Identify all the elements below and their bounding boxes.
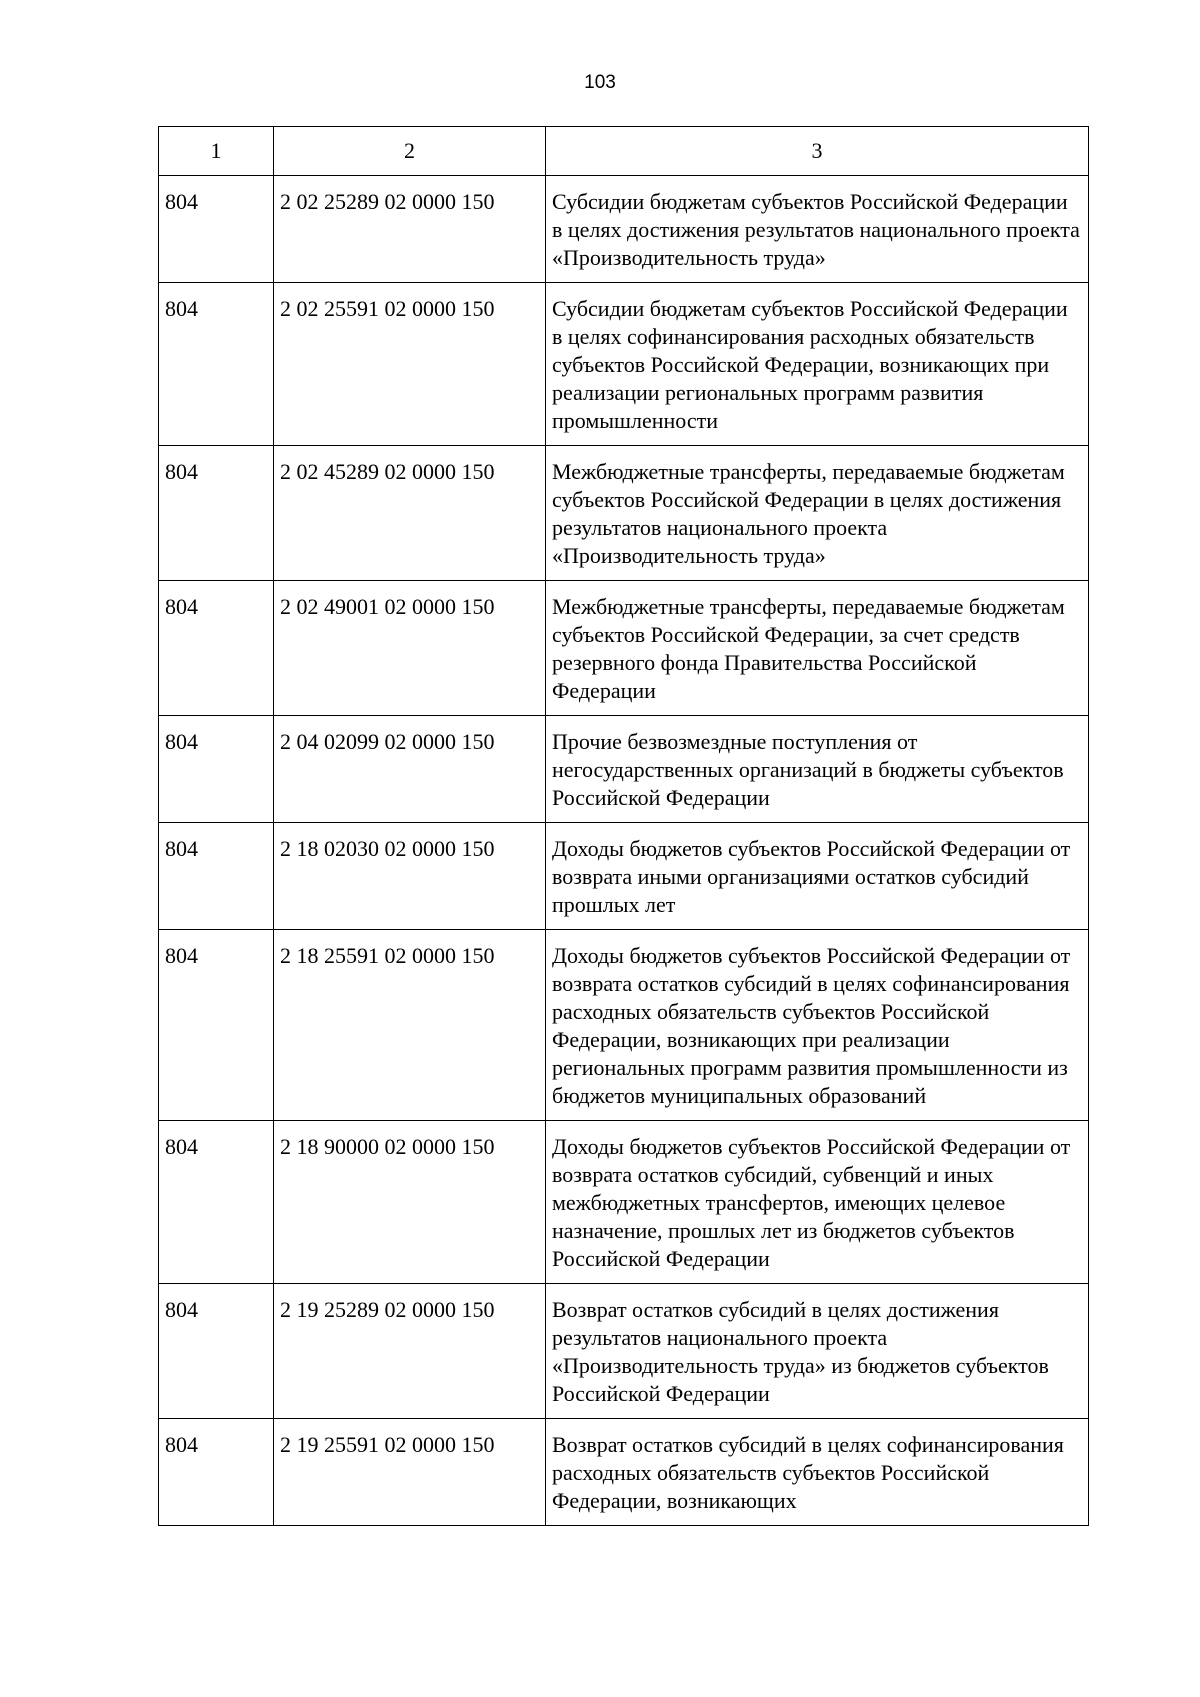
admin-code-cell: 804 (159, 1121, 274, 1284)
revenue-code-cell: 2 19 25289 02 0000 150 (274, 1284, 546, 1419)
admin-code-cell: 804 (159, 930, 274, 1121)
description-cell: Межбюджетные трансферты, передаваемые бюджетам субъектов Российской Федерации в целях достижения результатов национального проекта «Производительность труда» (546, 446, 1089, 581)
revenue-codes-table (158, 126, 1089, 1526)
table-header-row (159, 127, 1089, 176)
description-cell: Возврат остатков субсидий в целях достижения результатов национального проекта «Производительность труда» из бюджетов субъектов Российской Федерации (546, 1284, 1089, 1419)
description-cell: Прочие безвозмездные поступления от негосударственных организаций в бюджеты субъектов Российской Федерации (546, 716, 1089, 823)
table-row (159, 446, 1089, 581)
table-row (159, 176, 1089, 283)
revenue-code-cell: 2 02 49001 02 0000 150 (274, 581, 546, 716)
revenue-code-cell: 2 19 25591 02 0000 150 (274, 1419, 546, 1526)
admin-code-cell: 804 (159, 1419, 274, 1526)
column-header-1: 1 (159, 127, 274, 176)
revenue-code-cell: 2 18 02030 02 0000 150 (274, 823, 546, 930)
revenue-code-cell: 2 18 25591 02 0000 150 (274, 930, 546, 1121)
admin-code-cell: 804 (159, 581, 274, 716)
description-cell: Субсидии бюджетам субъектов Российской Федерации в целях софинансирования расходных обязательств субъектов Российской Федерации, возникающих при реализации региональных программ развития промышленности (546, 283, 1089, 446)
table-row (159, 823, 1089, 930)
revenue-code-cell: 2 04 02099 02 0000 150 (274, 716, 546, 823)
description-cell: Межбюджетные трансферты, передаваемые бюджетам субъектов Российской Федерации, за счет средств резервного фонда Правительства Российской Федерации (546, 581, 1089, 716)
table-row (159, 930, 1089, 1121)
description-cell: Доходы бюджетов субъектов Российской Федерации от возврата иными организациями остатков субсидий прошлых лет (546, 823, 1089, 930)
table-row (159, 716, 1089, 823)
revenue-code-cell: 2 02 45289 02 0000 150 (274, 446, 546, 581)
admin-code-cell: 804 (159, 716, 274, 823)
table-row (159, 1121, 1089, 1284)
admin-code-cell: 804 (159, 823, 274, 930)
table-row (159, 1419, 1089, 1526)
page-number: 103 (584, 72, 616, 93)
table-row (159, 1284, 1089, 1419)
admin-code-cell: 804 (159, 283, 274, 446)
revenue-code-cell: 2 02 25289 02 0000 150 (274, 176, 546, 283)
revenue-code-cell: 2 18 90000 02 0000 150 (274, 1121, 546, 1284)
table-row (159, 581, 1089, 716)
description-cell: Субсидии бюджетам субъектов Российской Федерации в целях достижения результатов национального проекта «Производительность труда» (546, 176, 1089, 283)
description-cell: Доходы бюджетов субъектов Российской Федерации от возврата остатков субсидий, субвенций и иных межбюджетных трансфертов, имеющих целевое назначение, прошлых лет из бюджетов субъектов Российской Федерации (546, 1121, 1089, 1284)
column-header-3: 3 (546, 127, 1089, 176)
admin-code-cell: 804 (159, 176, 274, 283)
column-header-2: 2 (274, 127, 546, 176)
revenue-code-cell: 2 02 25591 02 0000 150 (274, 283, 546, 446)
table-row (159, 283, 1089, 446)
description-cell: Доходы бюджетов субъектов Российской Федерации от возврата остатков субсидий в целях софинансирования расходных обязательств субъектов Российской Федерации, возникающих при реализации региональных программ развития промышленности из бюджетов муниципальных образований (546, 930, 1089, 1121)
admin-code-cell: 804 (159, 446, 274, 581)
admin-code-cell: 804 (159, 1284, 274, 1419)
description-cell: Возврат остатков субсидий в целях софинансирования расходных обязательств субъектов Российской Федерации, возникающих (546, 1419, 1089, 1526)
